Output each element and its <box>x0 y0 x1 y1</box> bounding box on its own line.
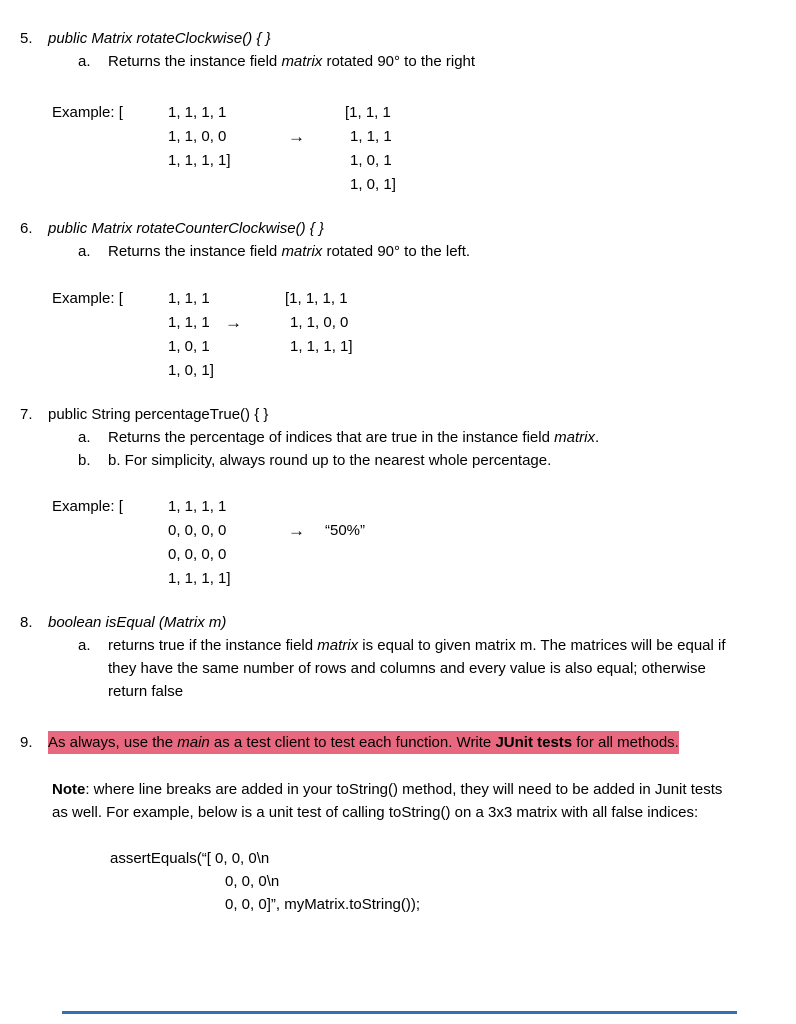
matrix-before <box>168 495 288 591</box>
sub-item-label: a. <box>78 429 91 446</box>
sub-item-label: a. <box>78 637 91 654</box>
list-item-9 <box>20 731 756 916</box>
matrix-row: 1, 1, 1 <box>168 290 210 307</box>
matrix-row: 1, 1, 1, 1] <box>290 338 353 355</box>
item-number: 9. <box>20 734 33 751</box>
item-number: 8. <box>20 614 33 631</box>
sub-item-text: Returns the instance field matrix rotated 90° to the left. <box>108 243 471 260</box>
sub-item-text: returns true if the instance field matrix is equal to given matrix m. The matrices will be equal if they have the same number of rows and columns and every value is also equal; otherwise return false <box>108 637 726 700</box>
example-block <box>52 101 756 197</box>
sub-item-text: b. For simplicity, always round up to the nearest whole percentage. <box>108 452 552 469</box>
matrix-row: 1, 0, 1] <box>168 362 214 379</box>
matrix-row: 1, 1, 1 <box>168 314 210 331</box>
matrix-row: 1, 1, 1, 1 <box>168 498 227 515</box>
matrix-row: 1, 0, 1] <box>350 176 396 193</box>
arrow-icon: → <box>288 521 305 540</box>
bottom-divider <box>62 1011 737 1014</box>
item-number: 7. <box>20 406 33 423</box>
matrix-before <box>168 101 288 197</box>
method-signature: public String percentageTrue() { } <box>48 406 269 423</box>
result-text: “50%” <box>325 522 366 539</box>
sub-item-text: Returns the percentage of indices that are true in the instance field matrix. <box>108 429 600 446</box>
code-line: assertEquals(“[ 0, 0, 0\n <box>110 850 270 867</box>
list-item-6 <box>20 217 756 383</box>
matrix-row: 1, 0, 1 <box>350 152 392 169</box>
method-signature: boolean isEqual (Matrix m) <box>48 614 227 631</box>
list-item-5 <box>20 27 756 197</box>
example-block <box>52 287 756 383</box>
sub-item-label: a. <box>78 53 91 70</box>
matrix-row: [1, 1, 1, 1 <box>285 290 348 307</box>
sub-item-text: Returns the instance field matrix rotated 90° to the right <box>108 53 476 70</box>
example-label: Example: [ <box>52 104 123 121</box>
sub-item-label: b. <box>78 452 91 469</box>
result-value <box>325 495 365 591</box>
matrix-row: 1, 1, 0, 0 <box>168 128 227 145</box>
example-block <box>52 495 756 591</box>
item-number: 5. <box>20 30 33 47</box>
code-line: 0, 0, 0\n <box>225 873 280 890</box>
matrix-row: 1, 1, 1 <box>350 128 392 145</box>
matrix-row: 1, 0, 1 <box>168 338 210 355</box>
sub-item-label: a. <box>78 243 91 260</box>
matrix-row: 1, 1, 1, 1] <box>168 152 231 169</box>
code-block <box>20 847 756 916</box>
method-signature: public Matrix rotateCounterClockwise() { } <box>48 220 324 237</box>
matrix-row: 1, 1, 0, 0 <box>290 314 349 331</box>
matrix-after <box>285 287 353 383</box>
matrix-row: 1, 1, 1, 1 <box>168 104 227 121</box>
matrix-before <box>168 287 225 383</box>
matrix-row: 1, 1, 1, 1] <box>168 570 231 587</box>
matrix-row: [1, 1, 1 <box>345 104 391 121</box>
method-signature: public Matrix rotateClockwise() { } <box>48 30 271 47</box>
code-line: 0, 0, 0]”, myMatrix.toString()); <box>225 896 421 913</box>
matrix-after <box>345 101 396 197</box>
item-number: 6. <box>20 220 33 237</box>
list-item-8 <box>20 611 756 703</box>
arrow-icon: → <box>225 313 242 332</box>
matrix-row: 0, 0, 0, 0 <box>168 546 227 563</box>
highlight-span: As always, use the main as a test client to test each function. Write JUnit tests for all methods. <box>48 731 679 754</box>
list-item-7 <box>20 403 756 591</box>
matrix-row: 0, 0, 0, 0 <box>168 522 227 539</box>
arrow-icon: → <box>288 127 305 146</box>
note-paragraph: Note: where line breaks are added in your toString() method, they will need to be added in Junit tests as well. For example, below is a unit test of calling toString() on a 3x3 matrix with all false indices: <box>52 781 723 821</box>
example-label: Example: [ <box>52 290 123 307</box>
highlighted-instruction <box>48 731 679 754</box>
example-label: Example: [ <box>52 498 123 515</box>
